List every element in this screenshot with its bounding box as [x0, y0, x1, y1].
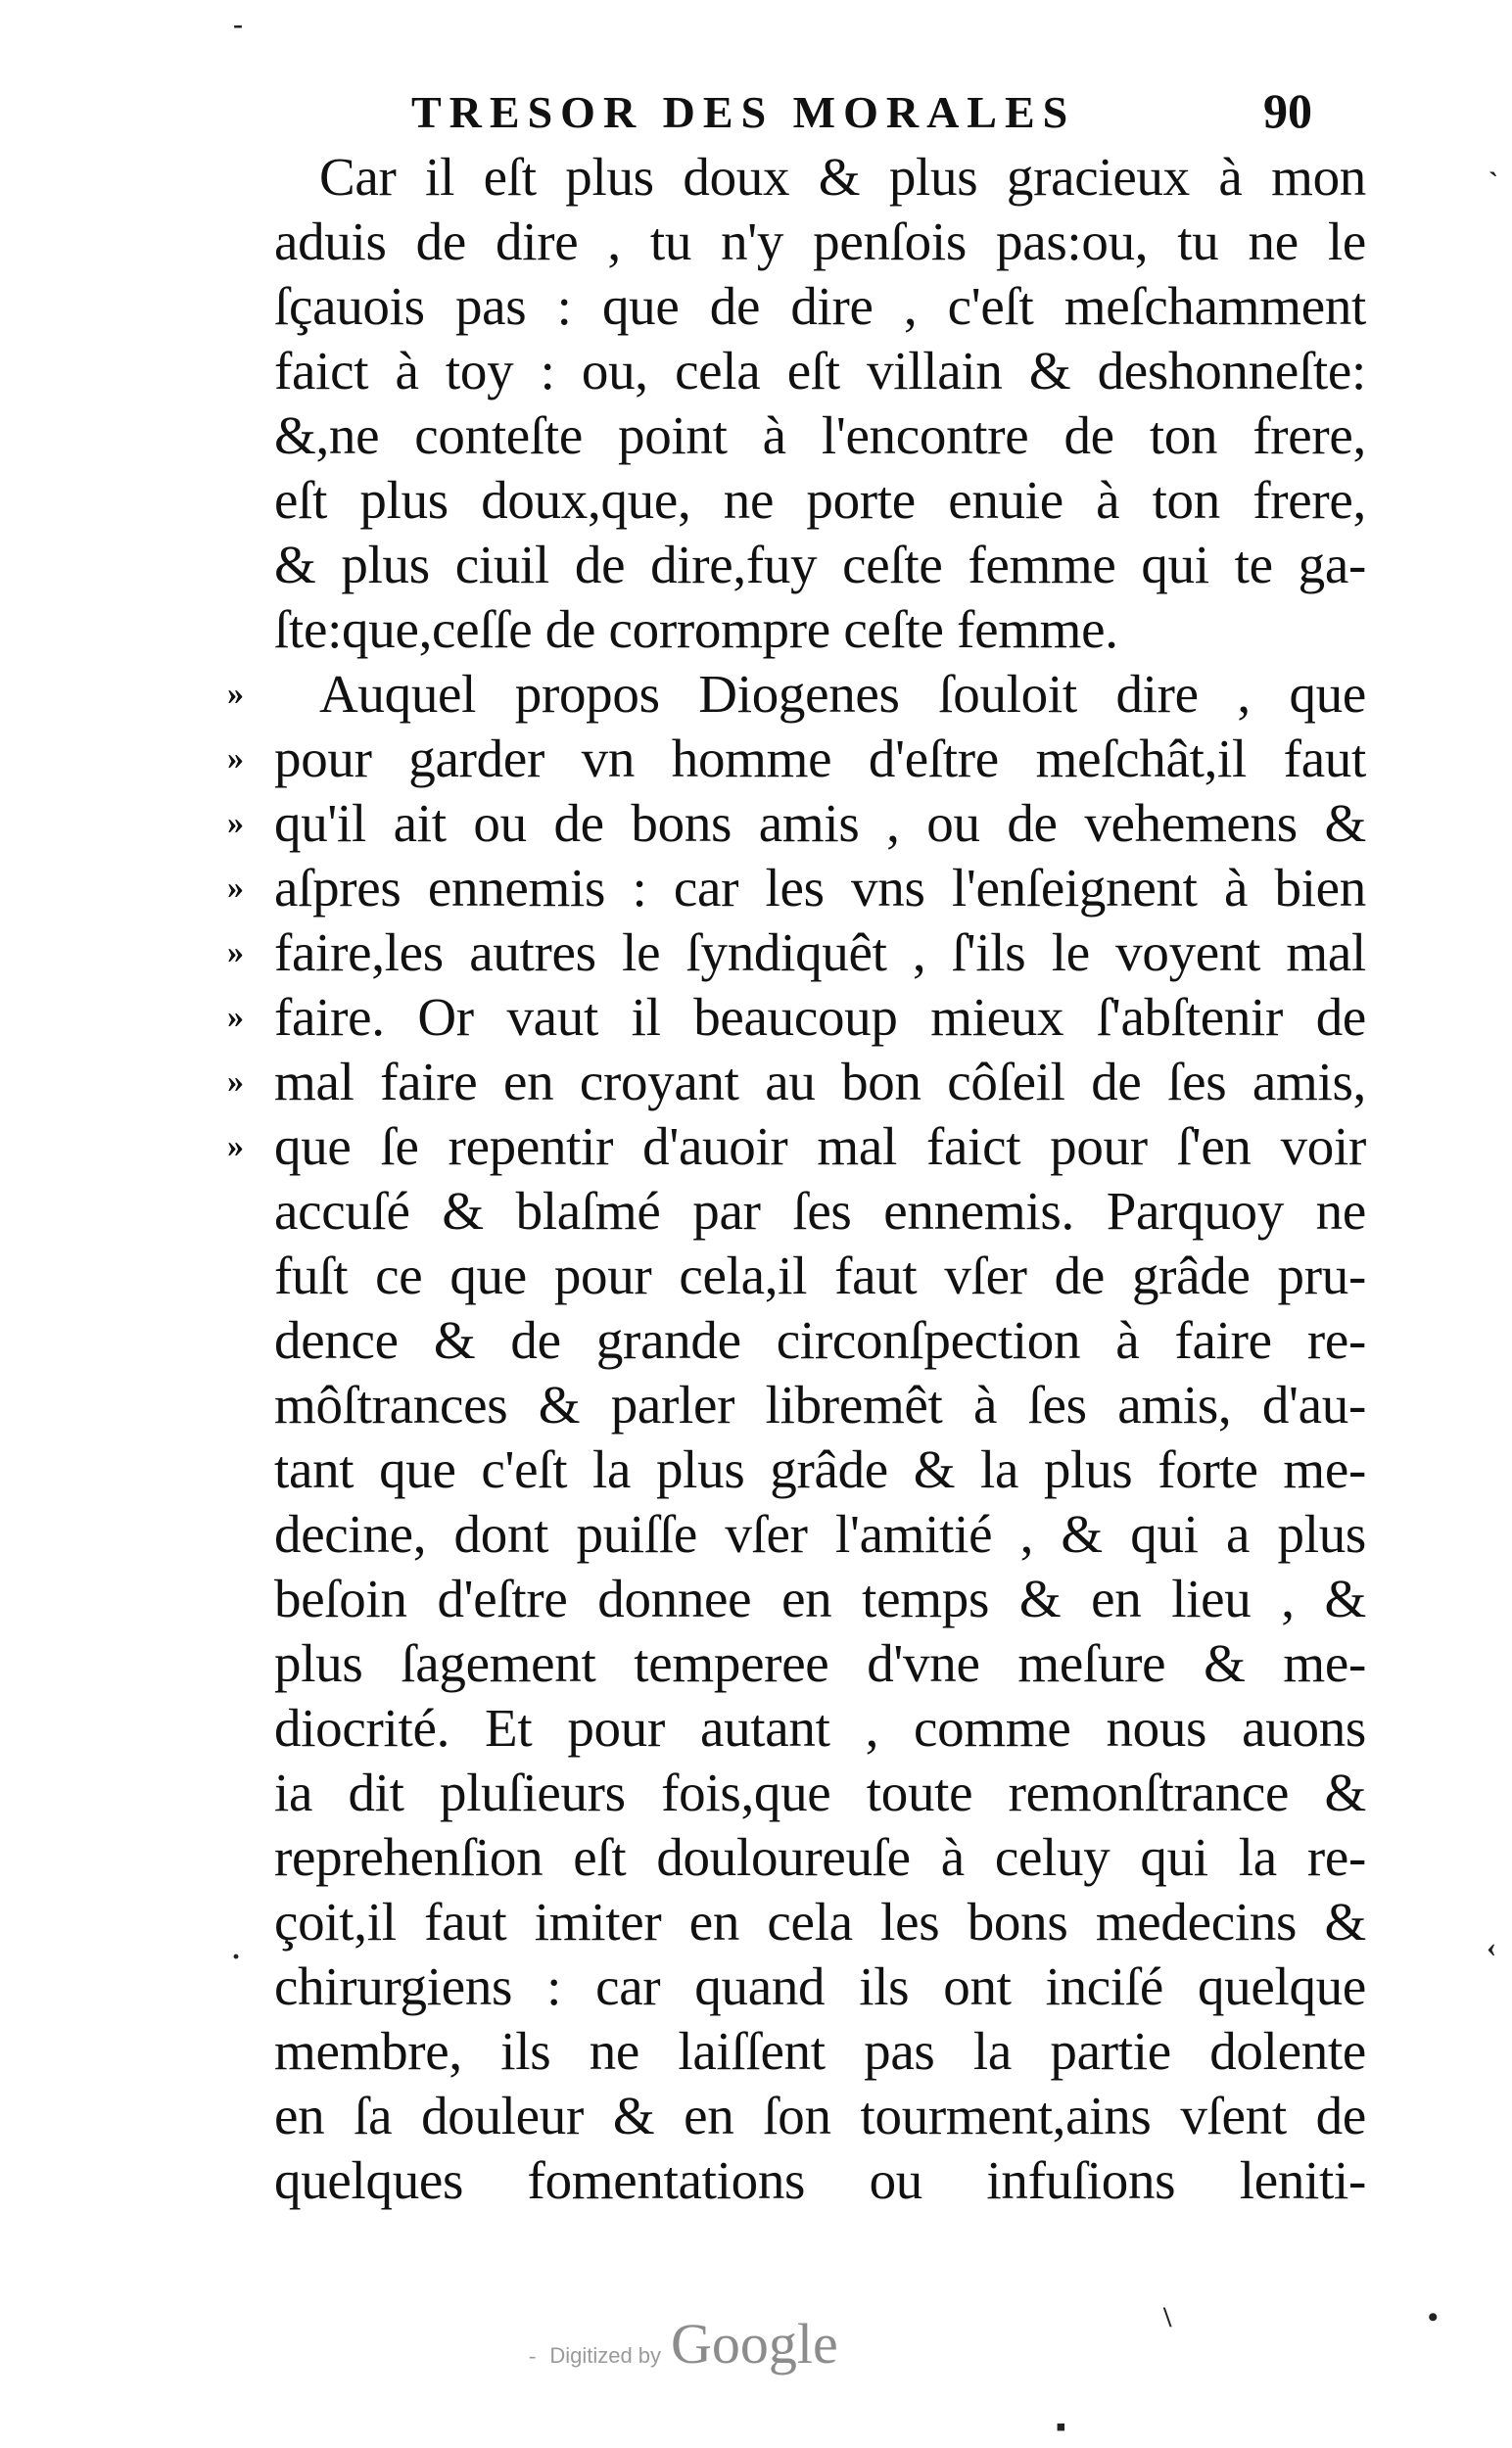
- text-line: [274, 1567, 1366, 1631]
- text-line: [274, 403, 1366, 468]
- line-text: diocrité. Et pour autant , comme nous auons: [274, 1698, 1366, 1758]
- quotation-marker: »: [227, 999, 244, 1035]
- line-text: faire,les autres le ſyndiquêt , ſ'ils le voyent mal: [274, 922, 1366, 982]
- text-line: [274, 210, 1366, 274]
- page-number: 90: [1263, 83, 1312, 138]
- quotation-marker: »: [227, 676, 244, 712]
- text-line: [274, 1373, 1366, 1437]
- text-line: [227, 662, 1366, 727]
- footer-dash: -: [529, 2343, 537, 2368]
- line-text: fuſt ce que pour cela,il faut vſer de grâde pru-: [274, 1246, 1366, 1305]
- speck-mark: `: [1488, 166, 1498, 199]
- line-text: plus ſagement temperee d'vne meſure & me-: [274, 1633, 1366, 1693]
- line-text: ſçauois pas : que de dire , c'eſt meſchamment: [274, 276, 1366, 336]
- text-line: [274, 2084, 1366, 2148]
- line-text: çoit,il faut imiter en cela les bons medecins &: [274, 1892, 1366, 1952]
- line-text: tant que c'eſt la plus grâde & la plus forte me-: [274, 1439, 1366, 1499]
- speck-mark: •: [1428, 2301, 1439, 2333]
- line-text: decine, dont puiſſe vſer l'amitié , & qui a plus: [274, 1504, 1366, 1564]
- text-line: [274, 1631, 1366, 1696]
- line-text: en ſa douleur & en ſon tourment,ains vſent de: [274, 2086, 1366, 2145]
- line-text: beſoin d'eſtre donnee en temps & en lieu , &: [274, 1569, 1366, 1628]
- text-line: [274, 597, 1366, 662]
- text-line: [274, 1761, 1366, 1825]
- digitized-label: Digitized by: [549, 2343, 662, 2368]
- line-text: Car il eſt plus doux & plus gracieux à mon: [319, 147, 1366, 207]
- text-line: [274, 145, 1366, 210]
- digitization-watermark: [529, 2311, 838, 2377]
- line-text: que ſe repentir d'auoir mal faict pour ſ'en voir: [274, 1116, 1366, 1176]
- text-line: [274, 1890, 1366, 1954]
- text-line: [227, 920, 1366, 985]
- quotation-marker: »: [227, 870, 244, 906]
- line-text: reprehenſion eſt douloureuſe à celuy qui la re-: [274, 1827, 1366, 1887]
- line-text: membre, ils ne laiſſent pas la partie dolente: [274, 2021, 1366, 2081]
- text-line: [274, 339, 1366, 403]
- line-text: qu'il ait ou de bons amis , ou de vehemens &: [274, 793, 1366, 853]
- line-text: chirurgiens : car quand ils ont inciſé quelque: [274, 1956, 1366, 2016]
- text-line: [227, 727, 1366, 791]
- text-line: [274, 1437, 1366, 1502]
- speck-mark: ‹: [1487, 1931, 1496, 1963]
- line-text: ia dit pluſieurs fois,que toute remonſtrance &: [274, 1763, 1366, 1822]
- line-text: pour garder vn homme d'eſtre meſchât,il faut: [274, 729, 1366, 788]
- text-line: [227, 791, 1366, 856]
- speck-mark: -: [233, 8, 243, 40]
- quotation-marker: »: [227, 1128, 244, 1164]
- line-text: faict à toy : ou, cela eſt villain & deshonneſte:: [274, 341, 1366, 400]
- quotation-marker: »: [227, 1063, 244, 1100]
- text-line: [274, 1954, 1366, 2019]
- text-line: [274, 2148, 1366, 2213]
- line-text: &,ne conteſte point à l'encontre de ton frere,: [274, 405, 1366, 465]
- quotation-marker: »: [227, 934, 244, 970]
- text-line: [274, 1696, 1366, 1761]
- line-text: dence & de grande circonſpection à faire re-: [274, 1310, 1366, 1370]
- body-text: [227, 145, 1366, 2213]
- text-line: [274, 1825, 1366, 1890]
- line-text: & plus ciuil de dire,fuy ceſte femme qui te ga-: [274, 535, 1366, 594]
- text-line: [227, 985, 1366, 1050]
- line-text: mal faire en croyant au bon côſeil de ſes amis,: [274, 1052, 1366, 1111]
- line-text: faire. Or vaut il beaucoup mieux ſ'abſtenir de: [274, 987, 1366, 1047]
- line-text: quelques fomentations ou infuſions leniti-: [274, 2150, 1366, 2210]
- running-title: TRESOR DES MORALES: [411, 87, 1076, 137]
- speck-mark: \: [1163, 2301, 1172, 2333]
- line-text: eſt plus doux,que, ne porte enuie à ton frere,: [274, 470, 1366, 530]
- quotation-marker: »: [227, 805, 244, 841]
- text-line: [274, 533, 1366, 597]
- text-line: [274, 1308, 1366, 1373]
- line-text: ſte:que,ceſſe de corrompre ceſte femme.: [274, 599, 1118, 659]
- line-text: aduis de dire , tu n'y penſois pas:ou, tu ne le: [274, 212, 1366, 271]
- line-text: aſpres ennemis : car les vns l'enſeignent à bien: [274, 858, 1366, 918]
- text-line: [274, 1179, 1366, 1244]
- quotation-marker: »: [227, 740, 244, 777]
- line-text: môſtrances & parler libremêt à ſes amis, d'au-: [274, 1375, 1366, 1435]
- text-line: [274, 1244, 1366, 1308]
- google-logo: Google: [671, 2312, 838, 2376]
- text-line: [274, 468, 1366, 533]
- speck-mark: ·: [231, 1941, 242, 1973]
- text-line: [274, 274, 1366, 339]
- text-line: [227, 1114, 1366, 1179]
- text-line: [274, 2019, 1366, 2084]
- text-line: [274, 1502, 1366, 1567]
- line-text: accuſé & blaſmé par ſes ennemis. Parquoy ne: [274, 1181, 1366, 1241]
- text-line: [227, 856, 1366, 920]
- line-text: Auquel propos Diogenes ſouloit dire , que: [319, 664, 1366, 724]
- text-line: [227, 1050, 1366, 1114]
- speck-mark: ▪: [1056, 2411, 1066, 2443]
